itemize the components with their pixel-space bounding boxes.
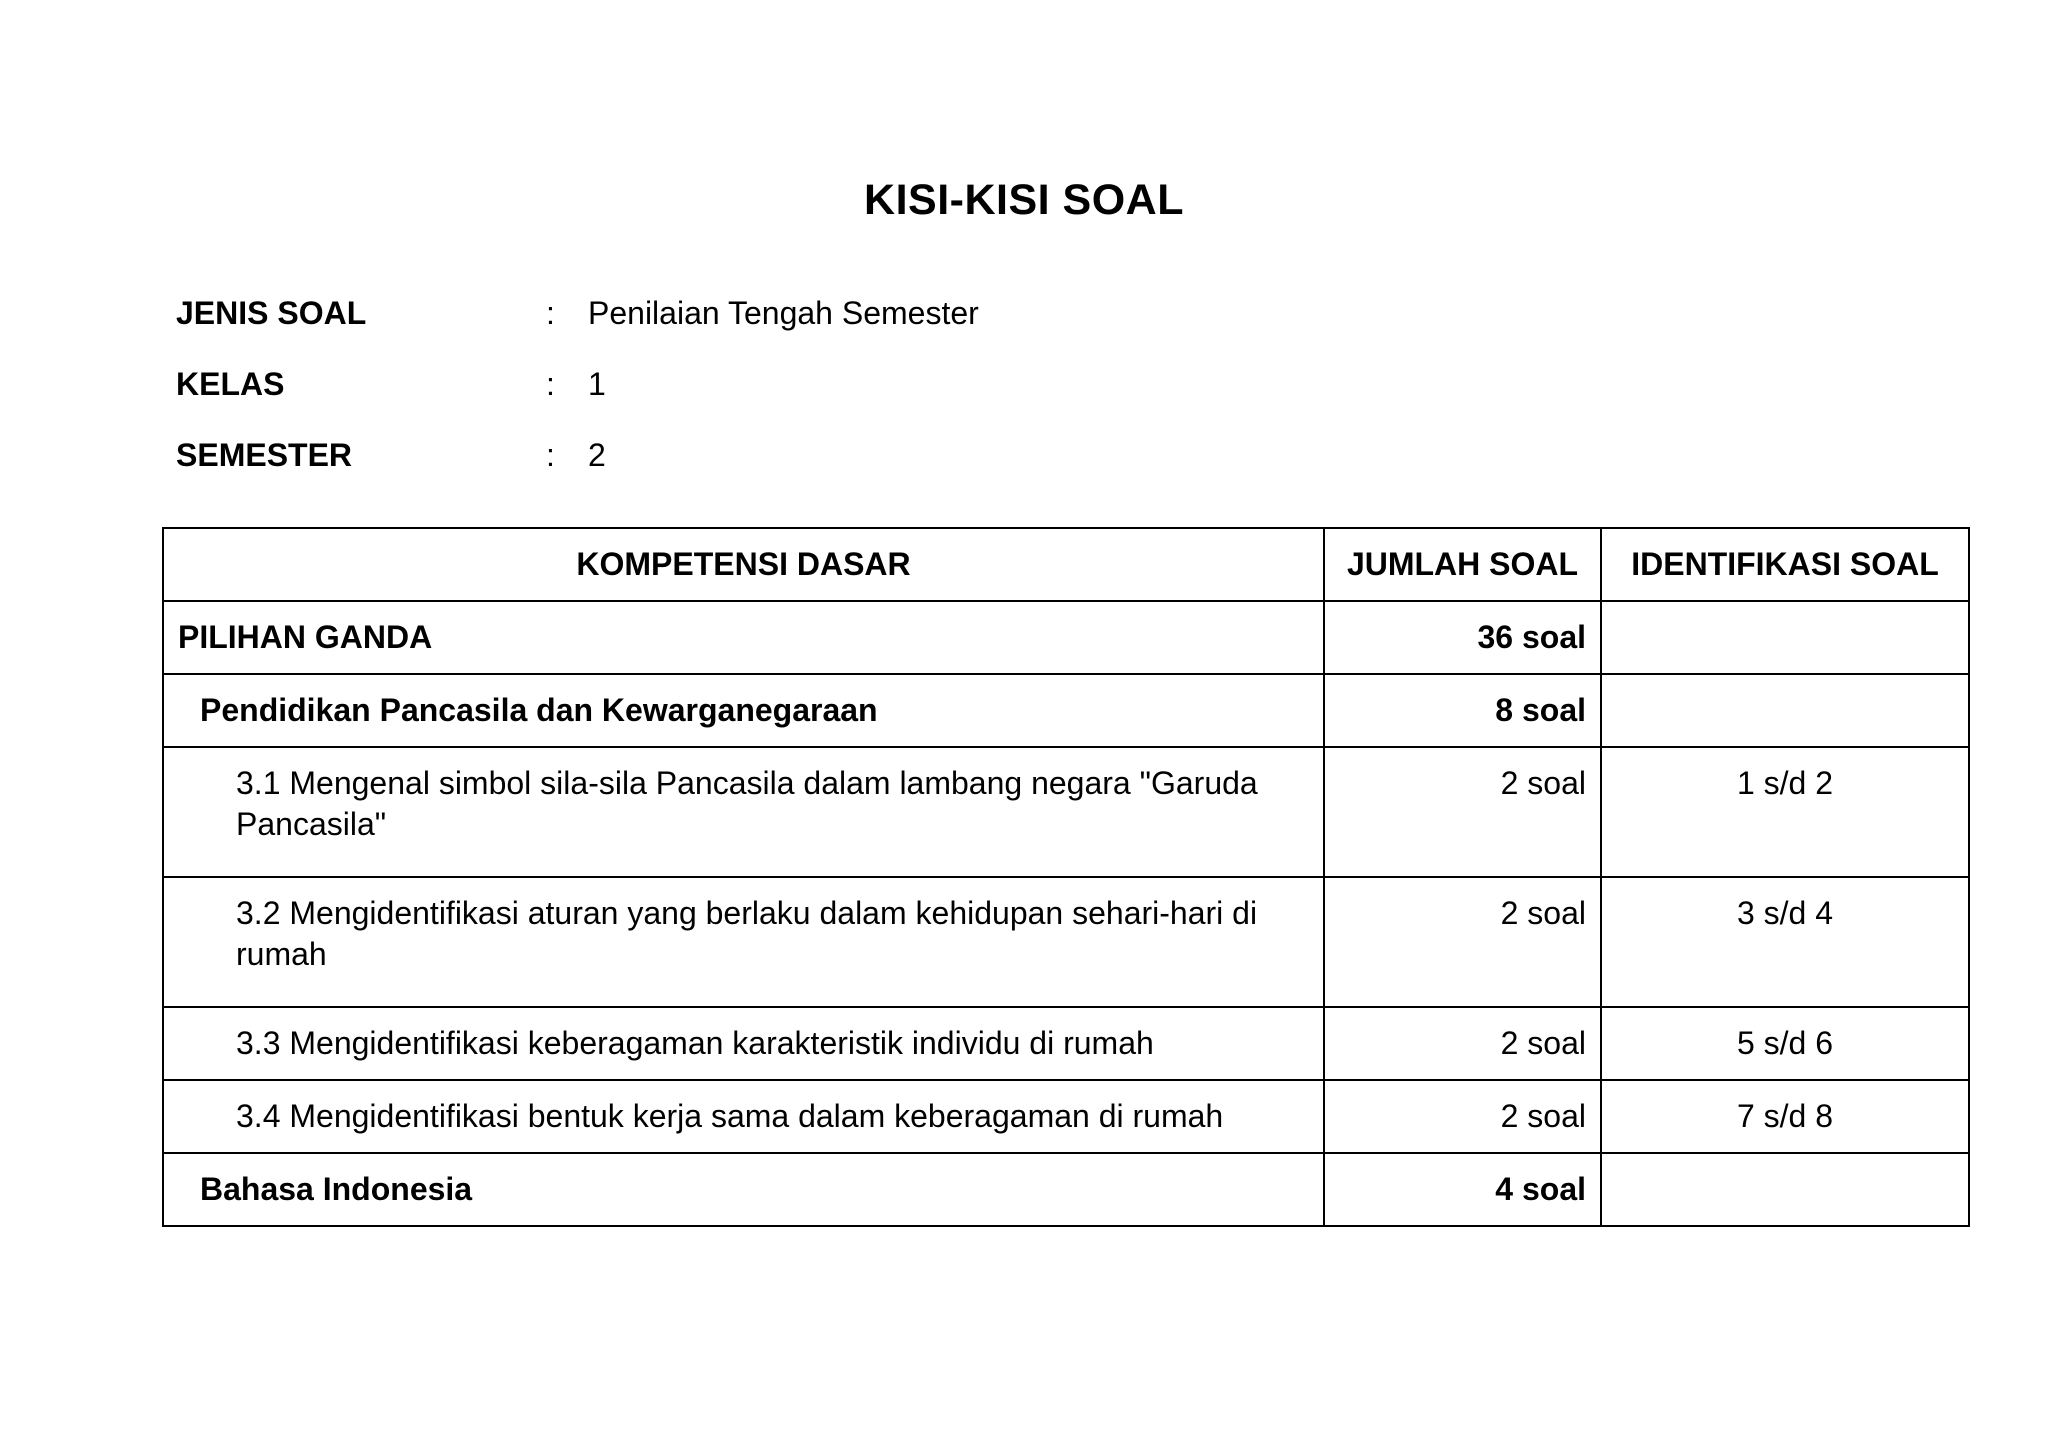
meta-value: 2: [588, 437, 606, 473]
cell-jumlah: 2 soal: [1324, 1080, 1601, 1153]
table-row-section: [163, 601, 1969, 674]
meta-row-semester: [176, 420, 979, 491]
cell-kd: 3.1 Mengenal simbol sila-sila Pancasila dalam lambang negara "Garuda Pancasila": [163, 747, 1324, 877]
cell-identifikasi: 7 s/d 8: [1601, 1080, 1969, 1153]
page-title: KISI-KISI SOAL: [864, 176, 1184, 224]
cell-identifikasi: [1601, 601, 1969, 674]
cell-identifikasi: [1601, 674, 1969, 747]
cell-jumlah: 4 soal: [1324, 1153, 1601, 1226]
cell-kd: 3.2 Mengidentifikasi aturan yang berlaku dalam kehidupan sehari-hari di rumah: [163, 877, 1324, 1007]
cell-jumlah: 2 soal: [1324, 877, 1601, 1007]
meta-colon: :: [546, 366, 555, 402]
cell-kd: PILIHAN GANDA: [163, 601, 1324, 674]
meta-label: SEMESTER: [176, 437, 353, 473]
meta-colon: :: [546, 437, 555, 473]
table-row-subject: [163, 674, 1969, 747]
table-row-subject: [163, 1153, 1969, 1226]
meta-value: 1: [588, 366, 606, 402]
cell-identifikasi: 1 s/d 2: [1601, 747, 1969, 877]
cell-identifikasi: 3 s/d 4: [1601, 877, 1969, 1007]
kisi-kisi-table: [162, 527, 1970, 1227]
cell-identifikasi: [1601, 1153, 1969, 1226]
table-row: [163, 1080, 1969, 1153]
cell-identifikasi: 5 s/d 6: [1601, 1007, 1969, 1080]
table-header-row: [163, 528, 1969, 601]
table-row: [163, 877, 1969, 1007]
header-identifikasi-soal: IDENTIFIKASI SOAL: [1601, 528, 1969, 601]
cell-kd: Pendidikan Pancasila dan Kewarganegaraan: [163, 674, 1324, 747]
header-jumlah-soal: JUMLAH SOAL: [1324, 528, 1601, 601]
cell-kd: 3.4 Mengidentifikasi bentuk kerja sama dalam keberagaman di rumah: [163, 1080, 1324, 1153]
cell-kd: 3.3 Mengidentifikasi keberagaman karakteristik individu di rumah: [163, 1007, 1324, 1080]
table-row: [163, 1007, 1969, 1080]
document-meta: [176, 278, 979, 491]
header-kompetensi-dasar: KOMPETENSI DASAR: [163, 528, 1324, 601]
meta-colon: :: [546, 295, 555, 331]
meta-row-jenis-soal: [176, 278, 979, 349]
cell-kd: Bahasa Indonesia: [163, 1153, 1324, 1226]
cell-jumlah: 36 soal: [1324, 601, 1601, 674]
meta-label: JENIS SOAL: [176, 295, 367, 331]
meta-row-kelas: [176, 349, 979, 420]
cell-jumlah: 2 soal: [1324, 1007, 1601, 1080]
meta-value: Penilaian Tengah Semester: [588, 295, 979, 331]
cell-jumlah: 2 soal: [1324, 747, 1601, 877]
meta-label: KELAS: [176, 366, 285, 402]
cell-jumlah: 8 soal: [1324, 674, 1601, 747]
table-row: [163, 747, 1969, 877]
